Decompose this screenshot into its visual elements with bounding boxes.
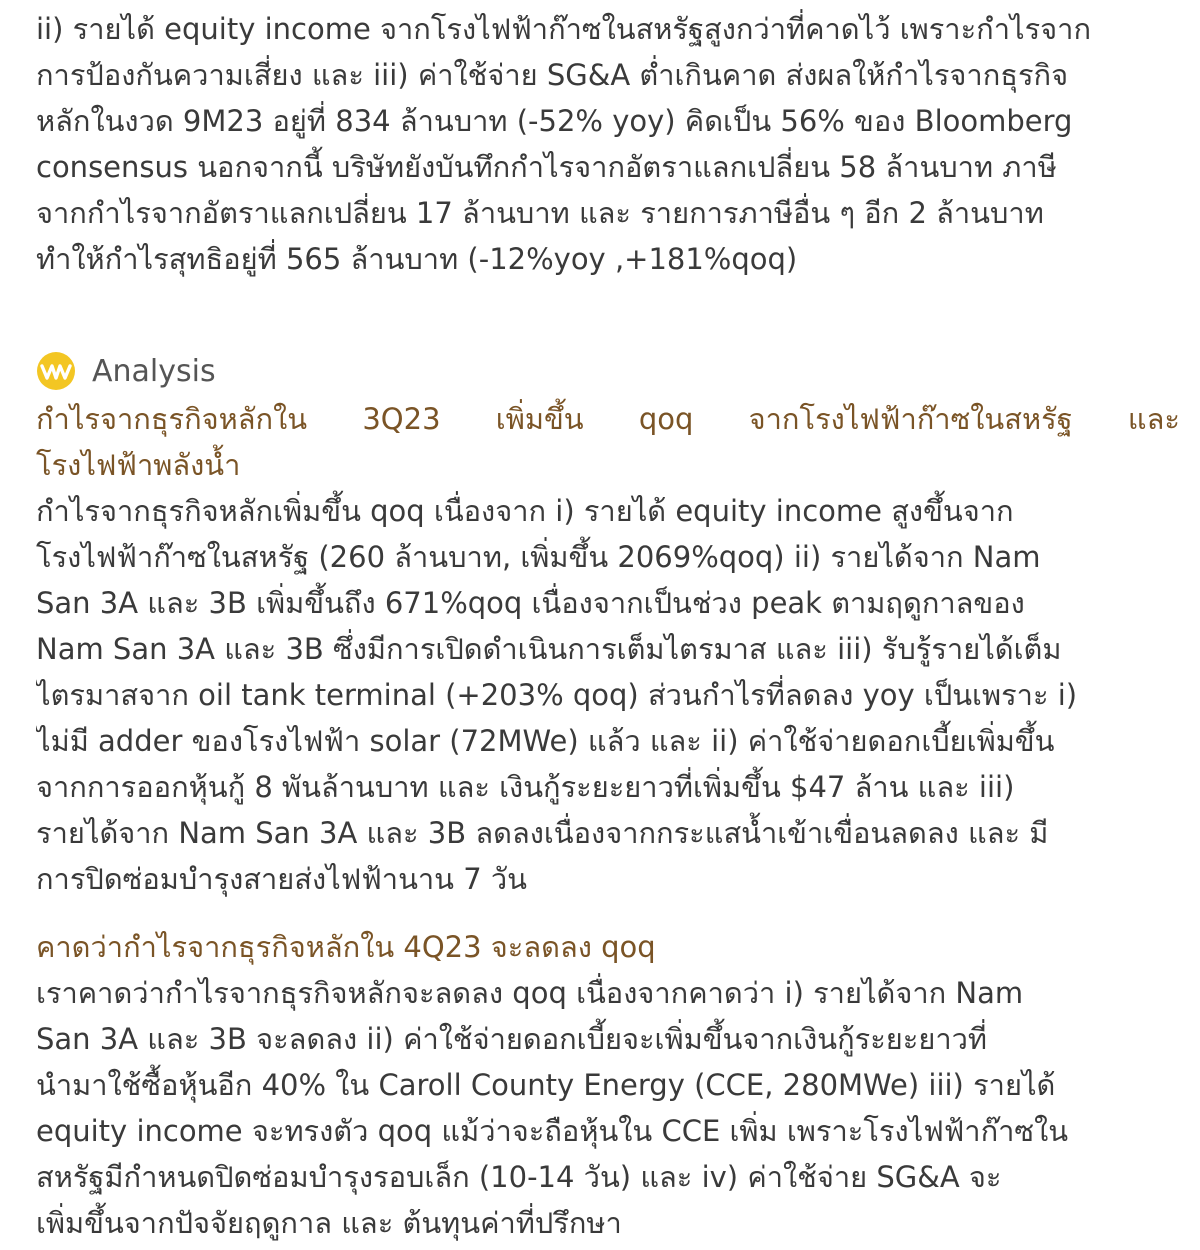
heading-4q23 (36, 924, 1180, 970)
section-title: Analysis (92, 353, 216, 389)
analysis-section-header (36, 346, 1180, 396)
body-line: การปิดซ่อมบำรุงสายส่งไฟฟ้านาน 7 วัน (36, 862, 528, 896)
body-4q23-paragraph (36, 970, 1180, 1246)
body-line: ไม่มี adder ของโรงไฟฟ้า solar (72MWe) แล้ว และ ii) ค่าใช้จ่ายดอกเบี้ยเพิ่มขึ้น (36, 724, 1055, 758)
body-line: สหรัฐมีกำหนดปิดซ่อมบำรุงรอบเล็ก (10-14 วัน) และ iv) ค่าใช้จ่าย SG&A จะ (36, 1160, 1002, 1194)
body-line: Nam San 3A และ 3B ซึ่งมีการเปิดดำเนินการเต็มไตรมาส และ iii) รับรู้รายได้เต็ม (36, 632, 1062, 666)
intro-line: ii) รายได้ equity income จากโรงไฟฟ้าก๊าซในสหรัฐสูงกว่าที่คาดไว้ เพราะกำไรจาก (36, 12, 1092, 46)
body-line: เราคาดว่ากำไรจากธุรกิจหลักจะลดลง qoq เนื่องจากคาดว่า i) รายได้จาก Nam (36, 976, 1024, 1010)
heading-word: จากโรงไฟฟ้าก๊าซในสหรัฐ (748, 402, 1073, 436)
body-3q23-paragraph (36, 488, 1180, 902)
intro-line: consensus นอกจากนี้ บริษัทยังบันทึกกำไรจากอัตราแลกเปลี่ยน 58 ล้านบาท ภาษี (36, 150, 1057, 184)
heading-word: กำไรจากธุรกิจหลักใน (36, 402, 308, 436)
heading-word: เพิ่มขึ้น (495, 402, 584, 436)
body-line: ไตรมาสจาก oil tank terminal (+203% qoq) ส่วนกำไรที่ลดลง yoy เป็นเพราะ i) (36, 678, 1078, 712)
intro-line: จากกำไรจากอัตราแลกเปลี่ยน 17 ล้านบาท และ รายการภาษีอื่น ๆ อีก 2 ล้านบาท (36, 196, 1044, 230)
heading-line: โรงไฟฟ้าพลังน้ำ (36, 448, 241, 482)
body-line: จากการออกหุ้นกู้ 8 พันล้านบาท และ เงินกู้ระยะยาวที่เพิ่มขึ้น $47 ล้าน และ iii) (36, 770, 1015, 804)
body-line: เพิ่มขึ้นจากปัจจัยฤดูกาล และ ต้นทุนค่าที่ปรึกษา (36, 1206, 622, 1240)
spacer (36, 902, 1180, 924)
body-line: San 3A และ 3B จะลดลง ii) ค่าใช้จ่ายดอกเบี้ยจะเพิ่มขึ้นจากเงินกู้ระยะยาวที่ (36, 1022, 988, 1056)
heading-3q23 (36, 396, 1180, 442)
body-line: รายได้จาก Nam San 3A และ 3B ลดลงเนื่องจากกระแสน้ำเข้าเขื่อนลดลง และ มี (36, 816, 1049, 850)
intro-paragraph (36, 6, 1180, 282)
heading-word: 3Q23 (362, 402, 441, 436)
bank-logo-icon (36, 351, 76, 391)
heading-line (36, 396, 1180, 442)
intro-line: หลักในงวด 9M23 อยู่ที่ 834 ล้านบาท (-52% yoy) คิดเป็น 56% ของ Bloomberg (36, 104, 1073, 138)
heading-line: คาดว่ากำไรจากธุรกิจหลักใน 4Q23 จะลดลง qoq (36, 930, 656, 964)
body-line: กำไรจากธุรกิจหลักเพิ่มขึ้น qoq เนื่องจาก i) รายได้ equity income สูงขึ้นจาก (36, 494, 1014, 528)
body-line: equity income จะทรงตัว qoq แม้ว่าจะถือหุ้นใน CCE เพิ่ม เพราะโรงไฟฟ้าก๊าซใน (36, 1114, 1069, 1148)
heading-word: qoq (638, 402, 694, 436)
document-page (36, 6, 1180, 1246)
heading-word: และ (1127, 402, 1180, 436)
intro-line: ทำให้กำไรสุทธิอยู่ที่ 565 ล้านบาท (-12%yoy ,+181%qoq) (36, 242, 798, 276)
body-line: นำมาใช้ซื้อหุ้นอีก 40% ใน Caroll County Energy (CCE, 280MWe) iii) รายได้ (36, 1068, 1056, 1102)
body-line: San 3A และ 3B เพิ่มขึ้นถึง 671%qoq เนื่องจากเป็นช่วง peak ตามฤดูกาลของ (36, 586, 1025, 620)
body-line: โรงไฟฟ้าก๊าซในสหรัฐ (260 ล้านบาท, เพิ่มขึ้น 2069%qoq) ii) รายได้จาก Nam (36, 540, 1041, 574)
heading-3q23-continued (36, 442, 1180, 488)
intro-line: การป้องกันความเสี่ยง และ iii) ค่าใช้จ่าย SG&A ต่ำเกินคาด ส่งผลให้กำไรจากธุรกิจ (36, 58, 1069, 92)
